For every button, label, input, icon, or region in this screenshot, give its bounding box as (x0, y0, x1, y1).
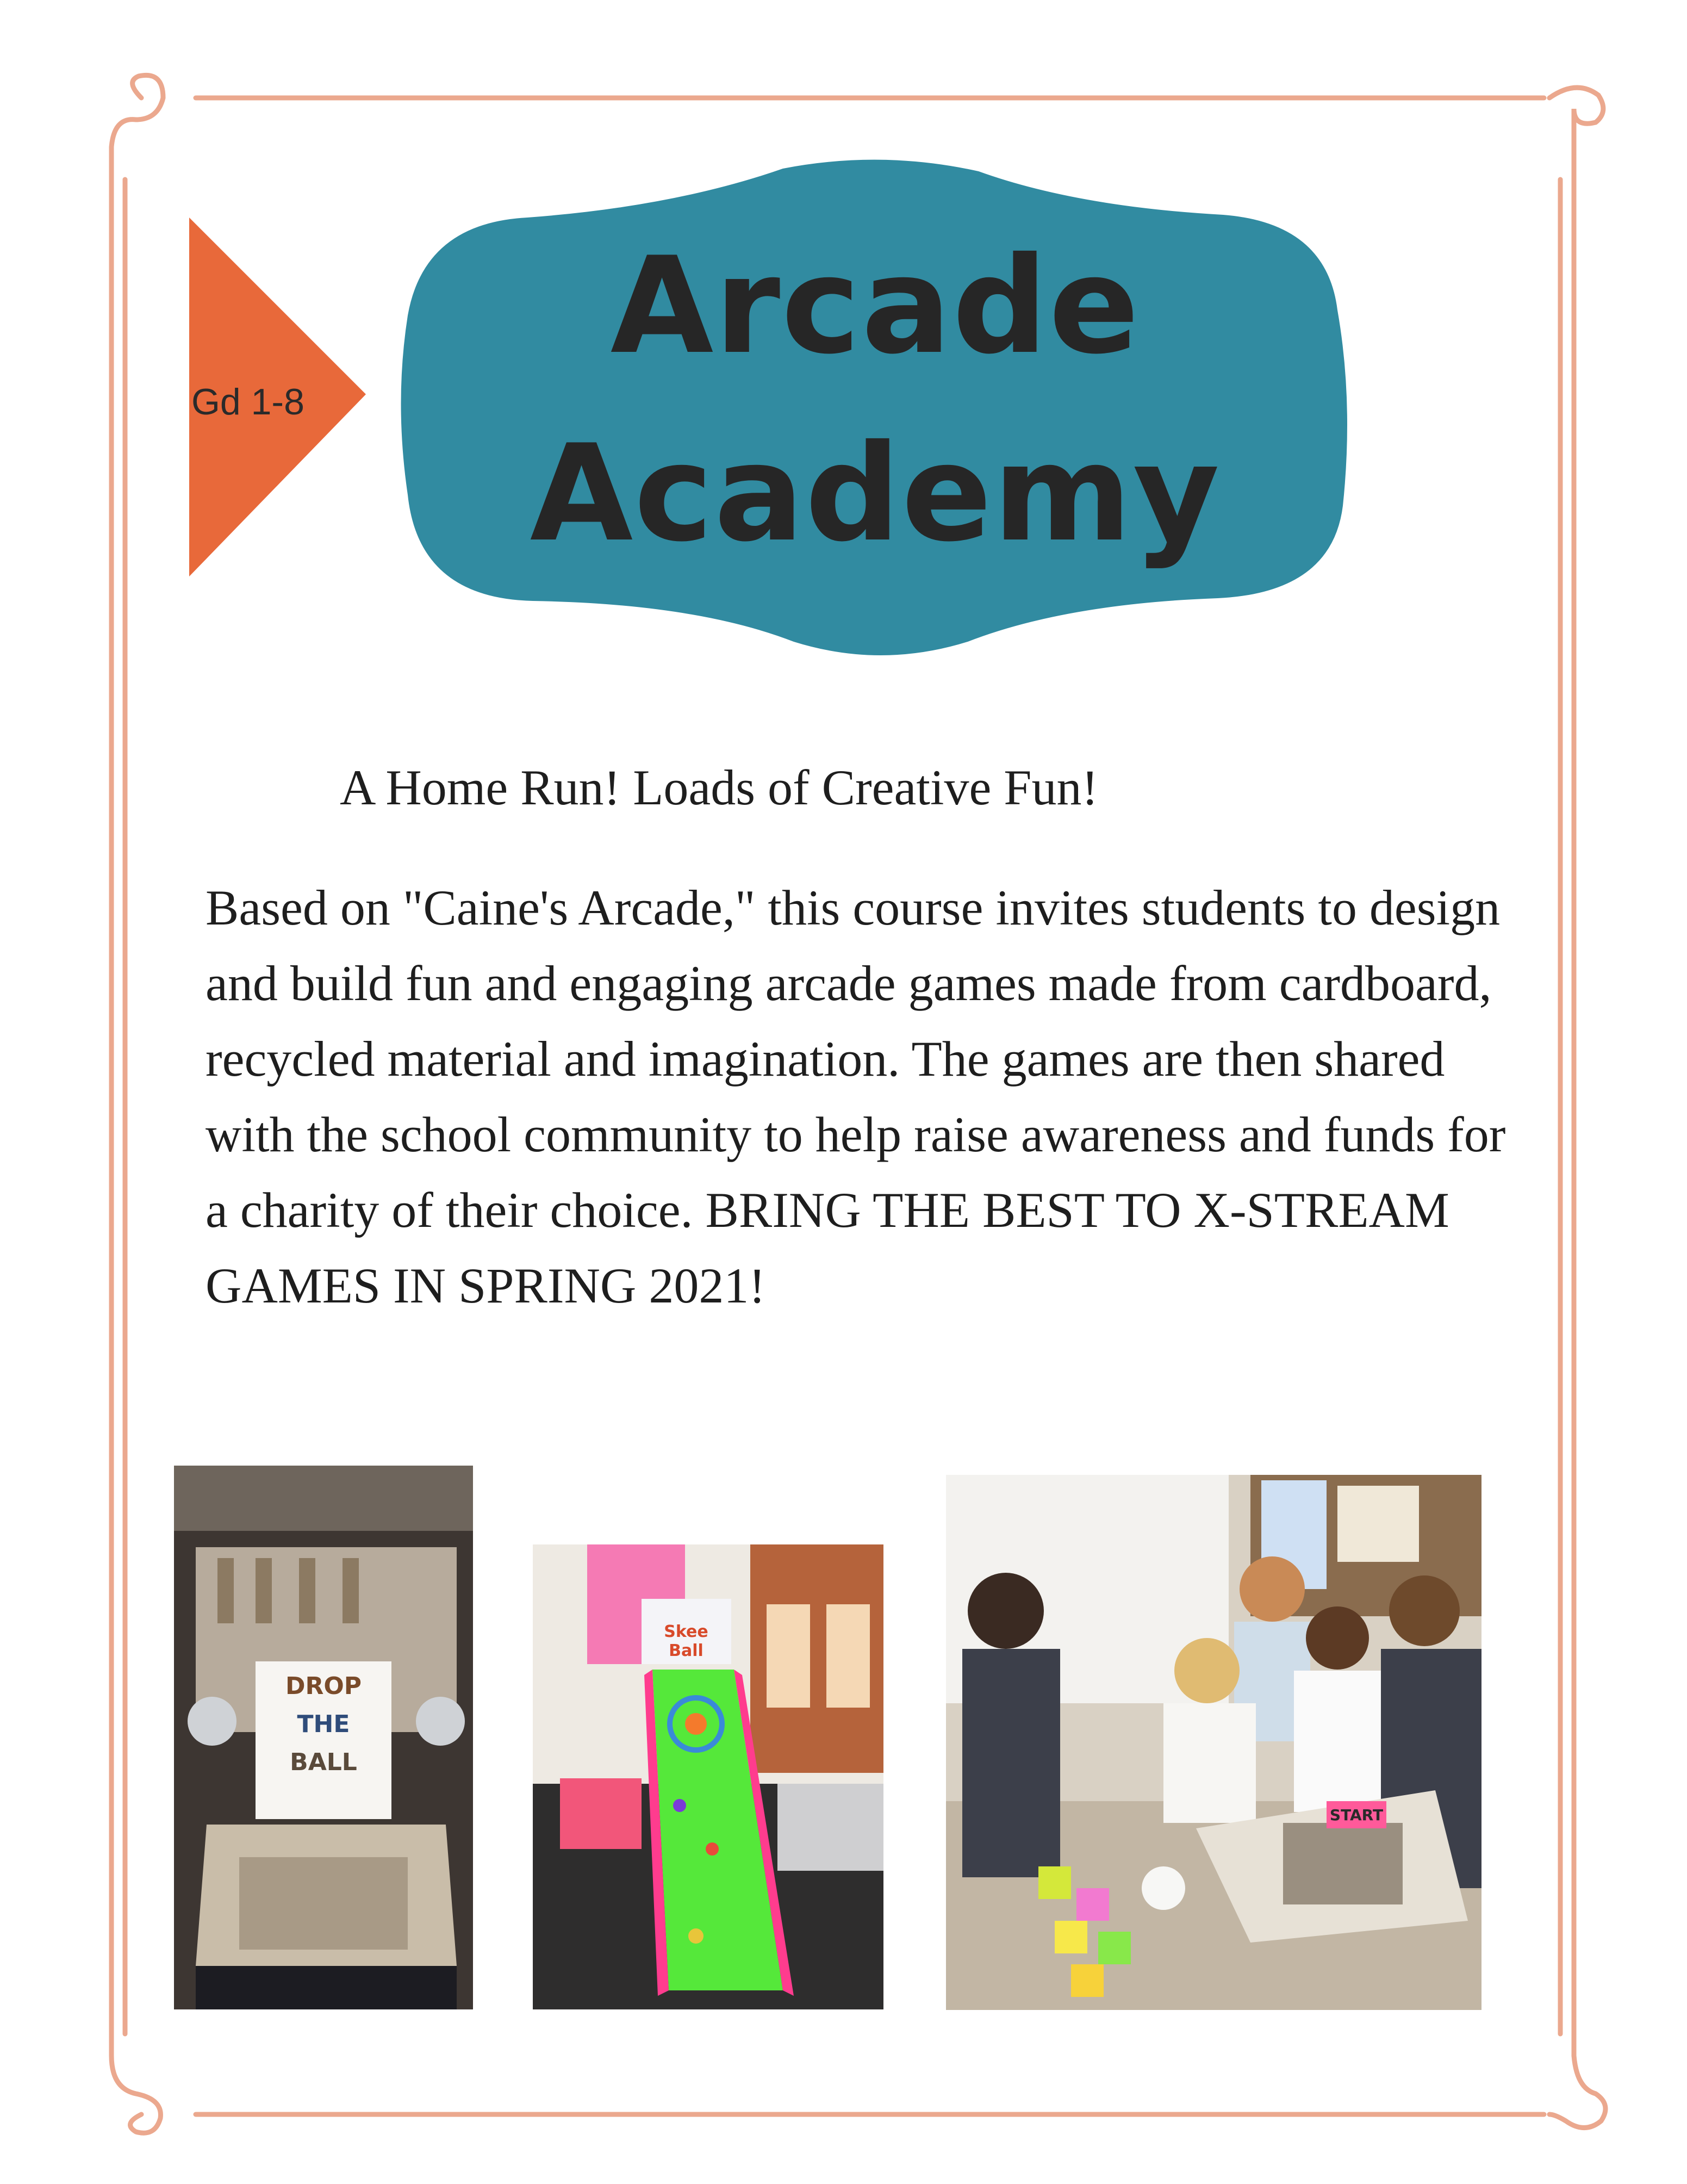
course-description: Based on "Caine's Arcade," this course invites students to design and build fun and engaging arcade games made from cardboard, recycled material and imagination. The games are then shared with the school community to help raise awareness and funds for a charity of their choice. BRING THE BEST TO X-STREAM GAMES IN SPRING 2021! (206, 880, 1506, 1313)
drop-the-ball-photo (174, 1466, 473, 2009)
skee-ball-photo (533, 1544, 883, 2009)
students-building-game-photo (946, 1475, 1481, 2010)
drop-sign-line-3: BALL (290, 1748, 357, 1776)
drop-sign-line-1: DROP (285, 1672, 362, 1700)
tagline: A Home Run! Loads of Creative Fun! (340, 760, 1099, 815)
grade-badge-label: Gd 1-8 (191, 381, 304, 423)
skee-sign-line-1: Skee (664, 1622, 708, 1641)
title-line-1: Arcade (610, 228, 1141, 383)
title-line-2: Academy (530, 416, 1221, 571)
page-title (391, 212, 1359, 587)
drop-sign-line-2: THE (297, 1710, 350, 1738)
skee-sign-line-2: Ball (669, 1641, 704, 1660)
start-sign: START (1329, 1806, 1384, 1824)
